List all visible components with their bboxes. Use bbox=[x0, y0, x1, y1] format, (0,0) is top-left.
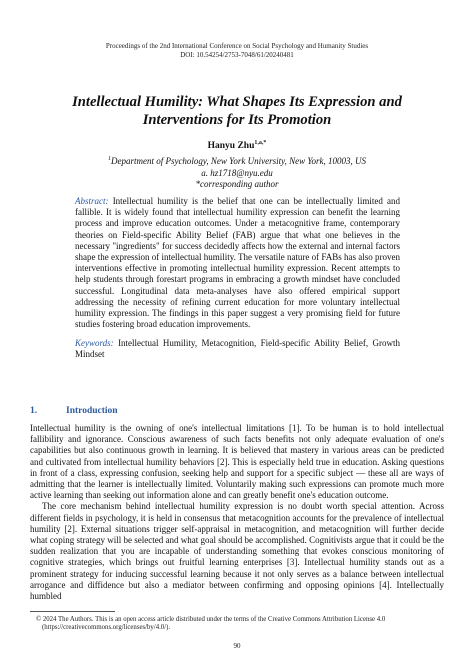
license-notice bbox=[30, 616, 444, 632]
author-name: Hanyu Zhu bbox=[207, 141, 255, 152]
license-url: (https://creativecommons.org/licenses/by/4.0/). bbox=[42, 624, 171, 632]
paragraph-2: The core mechanism behind intellectual humility expression is no doubt worth special attention. Across different fields in psychology, it is held in consensus that metacognition accounts for the prevalence of intellectual humility [2]. External situations trigger self-appraisal in metacognition, and metacognition will further decide what coping strategy will be selected and what goal should be accomplished. Cognitivists argue that it could be the sudden realization that you are incapable of understanding something that evokes conscious monitoring of cognitive strategies, which brings out fruitful learning enterprises [3]. Intellectual humility stands out as a prominent strategy for inducing successful learning because it not only serves as a balance between intellectual arrogance and diffidence but also a mediator between confirming and opposing opinions [4]. Intellectually humbled bbox=[30, 501, 444, 602]
corresponding-note: *corresponding author bbox=[195, 179, 279, 189]
keywords-text: Intellectual Humility, Metacognition, Field-specific Ability Belief, Growth Mindset bbox=[75, 338, 401, 360]
section-number: 1. bbox=[30, 406, 38, 416]
conference-name: Proceedings of the 2nd International Conference on Social Psychology and Humanity Studies bbox=[105, 42, 369, 50]
author-superscript: 1,a,* bbox=[254, 140, 267, 146]
footer-divider bbox=[30, 611, 115, 612]
author-email: a. hz1718@nyu.edu bbox=[201, 167, 273, 178]
paper-title: Intellectual Humility: What Shapes Its Expression and Interventions for Its Promotion bbox=[72, 94, 402, 128]
keywords bbox=[75, 338, 400, 360]
abstract-text: Intellectual humility is the belief that one can be intellectually limited and fallible. It is widely found that intellectual humility expression can benefit the learning process and improve education outcomes. Under a metacognitive frame, contemporary theories on Field-specific Ability Belief (FAB) argue that what one believes in the necessary "ingredients" for success decidedly affects how the external and internal factors shape the expression of intellectual humility. The versatile nature of FABs has also proven interventions effective in promoting intellectual humility expression. Recent attempts to help students through forestart programs in embracing a growth mindset have concluded successful. Longitudinal data meta-analyses have also offered empirical support addressing the necessity of refining current education for more voluntary intellectual humility expression. The findings in this paper suggest a very promising field for future studies fostering broad education improvements. bbox=[75, 196, 401, 330]
paragraph-1: Intellectual humility is the owning of one's intellectual limitations [1]. To be human is to hold intellectual fallibility and ignorance. Conscious awareness of such facts benefits not only adequate evaluation of one's capabilities but also continuous growth in learning. It is believed that mastery in various areas can be predicted and cultivated from intellectual humility behaviors [2]. This is especially held true in education. Asking questions in front of a class, expressing confusion, seeking help and support for a specific subject — these all are ways of admitting that the learner is intellectually limited. Voluntarily making such expressions can promote much more active learning than seeking out information alone and can greatly benefit one's education outcome. bbox=[30, 423, 444, 501]
section-heading bbox=[30, 406, 118, 416]
license-line-1: © 2024 The Authors. This is an open access article distributed under the terms of the Creative Commons Attribution License 4.0 bbox=[36, 616, 386, 623]
abstract bbox=[75, 196, 400, 330]
affiliation bbox=[0, 154, 474, 168]
section-title: Introduction bbox=[66, 406, 118, 416]
author-line bbox=[0, 140, 474, 151]
conference-header bbox=[0, 42, 474, 59]
page-number: 90 bbox=[233, 642, 241, 650]
doi: DOI: 10.54254/2753-7048/61/20240481 bbox=[180, 50, 294, 59]
affiliation-superscript: 1 bbox=[107, 156, 111, 162]
affiliation-text: Department of Psychology, New York University, New York, 10003, US bbox=[110, 156, 367, 166]
keywords-label: Keywords: bbox=[75, 338, 114, 348]
abstract-label: Abstract: bbox=[75, 196, 109, 206]
affiliation-block bbox=[0, 154, 474, 191]
body-text bbox=[30, 423, 444, 602]
